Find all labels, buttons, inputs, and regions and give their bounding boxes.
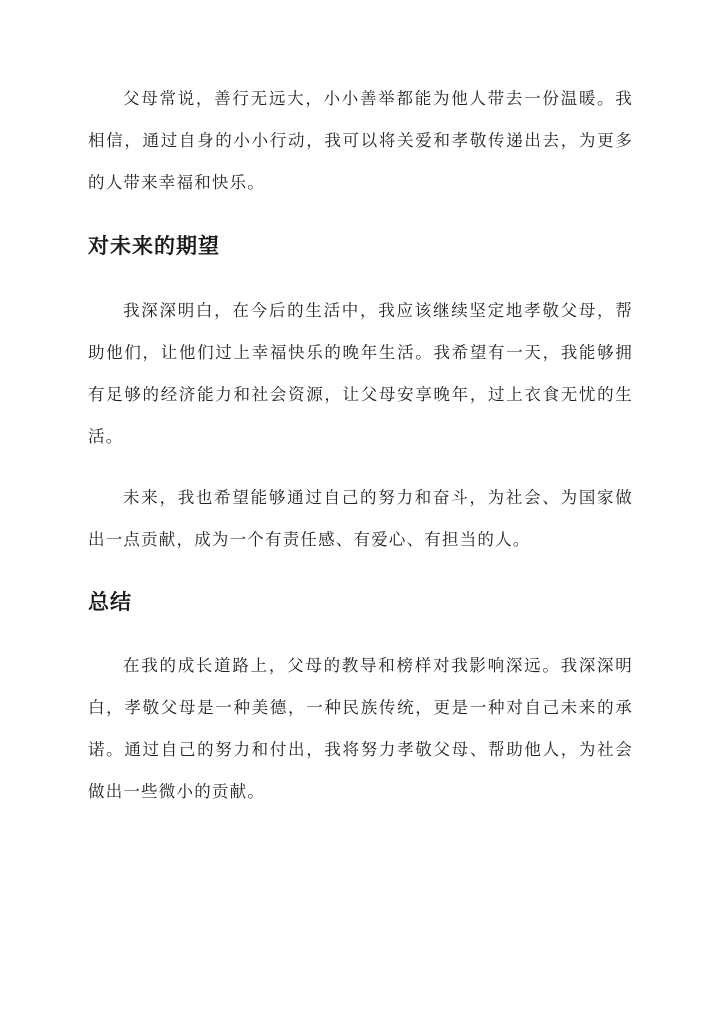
intro-paragraph: 父母常说，善行无远大，小小善举都能为他人带去一份温暖。我相信，通过自身的小小行动，我可以将关爱和孝敬传递出去，为更多的人带来幸福和快乐。 xyxy=(88,89,633,192)
section-heading-future: 对未来的期望 xyxy=(88,234,220,258)
summary-paragraph: 在我的成长道路上，父母的教导和榜样对我影响深远。我深深明白，孝敬父母是一种美德，一种民族传统，更是一种对自己未来的承诺。通过自己的努力和付出，我将努力孝敬父母、帮助他人，为社会做出一些微小的贡献。 xyxy=(88,656,633,801)
future-paragraph-2: 未来，我也希望能够通过自己的努力和奋斗，为社会、为国家做出一点贡献，成为一个有责任感、有爱心、有担当的人。 xyxy=(88,488,633,549)
section-heading-summary: 总结 xyxy=(88,590,132,614)
future-paragraph-1: 我深深明白，在今后的生活中，我应该继续坚定地孝敬父母，帮助他们，让他们过上幸福快乐的晚年生活。我希望有一天，我能够拥有足够的经济能力和社会资源，让父母安享晚年，过上衣食无忧的生活。 xyxy=(88,301,633,446)
